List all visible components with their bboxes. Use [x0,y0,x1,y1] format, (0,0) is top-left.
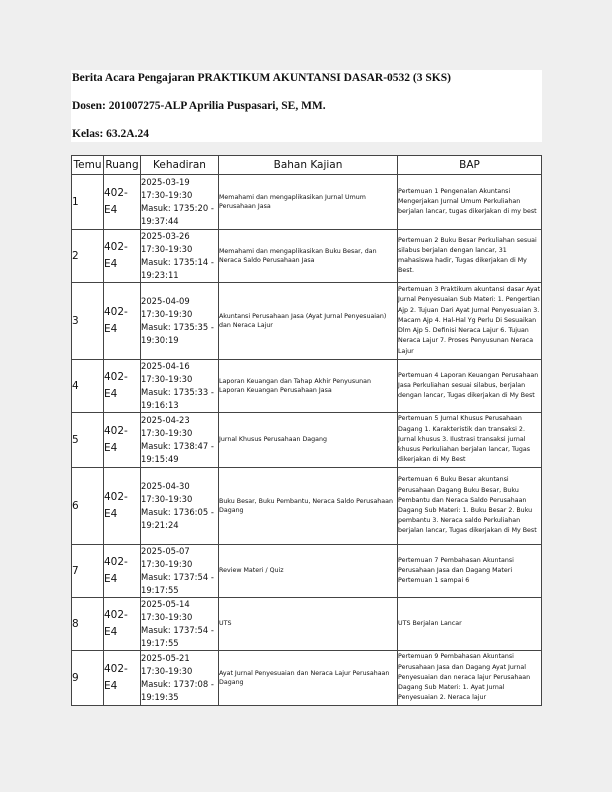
check-in-time: Masuk: 1735:20 - 19:37:44 [141,203,214,226]
room-cell: 402-E4 [104,360,141,413]
room-cell: 402-E4 [104,175,141,230]
bap-cell: Pertemuan 6 Buku Besar akuntansi Perusahaan Dagang Buku Besar, Buku Pembantu dan Neraca Saldo Perusahaan Dagang Sub Materi: 1. Buku Besar 2. Buku pembantu 3. Neraca saldo Perkuliahan berjalan lancar, Tugas dikerjakan di My Best [398,468,542,545]
table-row [72,545,542,598]
lecturer-line: Dosen: 201007275-ALP Aprilia Puspasari, SE, MM. [72,100,326,112]
attendance-cell [141,175,219,230]
topic-cell: UTS [219,598,398,651]
topic-cell: Review Materi / Quiz [219,545,398,598]
table-header-row [72,156,542,175]
table-row [72,175,542,230]
check-in-time: Masuk: 1737:08 - 19:19:35 [141,679,214,702]
bap-cell: Pertemuan 5 Jurnal Khusus Perusahaan Dagang 1. Karakteristik dan transaksi 2. Jurnal khusus 3. Ilustrasi transaksi jurnal khusus Perkuliahan berjalan lancar, Tugas dikerjakan di My Best [398,413,542,468]
table-row [72,360,542,413]
room-cell: 402-E4 [104,413,141,468]
table-row [72,230,542,283]
table-row [72,468,542,545]
document-title: Berita Acara Pengajaran PRAKTIKUM AKUNTANSI DASAR-0532 (3 SKS) [72,72,451,84]
session-time: 2025-04-09 17:30-19:30 [141,296,193,319]
column-header-attendance: Kehadiran [141,156,219,175]
room-cell: 402-E4 [104,283,141,360]
meeting-number: 4 [72,360,104,413]
column-header-bap: BAP [398,156,542,175]
table-row [72,598,542,651]
topic-cell: Memahami dan mengaplikasikan Buku Besar, dan Neraca Saldo Perusahaan Jasa [219,230,398,283]
room-cell: 402-E4 [104,598,141,651]
check-in-time: Masuk: 1738:47 - 19:15:49 [141,441,214,464]
attendance-cell [141,598,219,651]
check-in-time: Masuk: 1737:54 - 19:17:55 [141,572,214,595]
room-cell: 402-E4 [104,651,141,706]
check-in-time: Masuk: 1737:54 - 19:17:55 [141,625,214,648]
bap-cell: Pertemuan 7 Pembahasan Akuntansi Perusahaan Jasa dan Dagang Materi Pertemuan 1 sampai 6 [398,545,542,598]
meeting-number: 2 [72,230,104,283]
bap-cell: Pertemuan 3 Praktikum akuntansi dasar Ayat Jurnal Penyesuaian Sub Materi: 1. Pengertian Ajp 2. Tujuan Dari Ayat Jurnal Penyesuaian 3. Macam Ajp 4. Hal-Hal Yg Perlu Di Sesuaikan Dlm Ajp 5. Definisi Neraca Lajur 6. Tujuan Neraca Lajur 7. Proses Penyusunan Neraca Lajur [398,283,542,360]
bap-cell: Pertemuan 4 Laporan Keuangan Perusahaan Jasa Perkuliahan sesuai silabus, berjalan dengan lancar, Tugas dikerjakan di My Best [398,360,542,413]
attendance-cell [141,651,219,706]
topic-cell: Memahami dan mengaplikasikan Jurnal Umum Perusahaan Jasa [219,175,398,230]
table-row [72,651,542,706]
column-header-topic: Bahan Kajian [219,156,398,175]
attendance-cell [141,413,219,468]
meeting-number: 6 [72,468,104,545]
session-time: 2025-05-21 17:30-19:30 [141,653,193,676]
meeting-number: 1 [72,175,104,230]
session-time: 2025-03-19 17:30-19:30 [141,177,193,200]
session-time: 2025-04-16 17:30-19:30 [141,361,193,384]
topic-cell: Jurnal Khusus Perusahaan Dagang [219,413,398,468]
bap-cell: Pertemuan 9 Pembahasan Akuntansi Perusahaan Jasa dan Dagang Ayat Jurnal Penyesuaian dan neraca lajur Perusahaan Dagang Sub Materi: 1. Ayat Jurnal Penyesuaian 2. Neraca lajur [398,651,542,706]
bap-cell: Pertemuan 2 Buku Besar Perkuliahan sesuai silabus berjalan dengan lancar, 31 mahasiswa hadir, Tugas dikerjakan di My Best. [398,230,542,283]
session-time: 2025-05-07 17:30-19:30 [141,546,193,569]
table-row [72,283,542,360]
attendance-cell [141,360,219,413]
meeting-number: 7 [72,545,104,598]
column-header-room: Ruang [104,156,141,175]
check-in-time: Masuk: 1735:35 - 19:30:19 [141,322,214,345]
class-line: Kelas: 63.2A.24 [72,128,149,140]
check-in-time: Masuk: 1735:33 - 19:16:13 [141,387,214,410]
check-in-time: Masuk: 1735:14 - 19:23:11 [141,257,214,280]
bap-cell: UTS Berjalan Lancar [398,598,542,651]
session-time: 2025-03-26 17:30-19:30 [141,231,193,254]
bap-cell: Pertemuan 1 Pengenalan Akuntansi Mengerjakan Jurnal Umum Perkuliahan berjalan lancar, tugas dikerjakan di my best [398,175,542,230]
room-cell: 402-E4 [104,468,141,545]
meeting-number: 3 [72,283,104,360]
check-in-time: Masuk: 1736:05 - 19:21:24 [141,507,214,530]
session-time: 2025-05-14 17:30-19:30 [141,599,193,622]
meeting-number: 9 [72,651,104,706]
topic-cell: Buku Besar, Buku Pembantu, Neraca Saldo Perusahaan Dagang [219,468,398,545]
session-time: 2025-04-30 17:30-19:30 [141,481,193,504]
table-row [72,413,542,468]
attendance-cell [141,468,219,545]
room-cell: 402-E4 [104,545,141,598]
topic-cell: Ayat Jurnal Penyesuaian dan Neraca Lajur Perusahaan Dagang [219,651,398,706]
topic-cell: Laporan Keuangan dan Tahap Akhir Penyusunan Laporan Keuangan Perusahaan Jasa [219,360,398,413]
topic-cell: Akuntansi Perusahaan Jasa (Ayat Jurnal Penyesuaian) dan Neraca Lajur [219,283,398,360]
meeting-number: 5 [72,413,104,468]
column-header-meeting: Temu [72,156,104,175]
session-time: 2025-04-23 17:30-19:30 [141,415,193,438]
attendance-cell [141,230,219,283]
teaching-record-table [71,155,542,706]
room-cell: 402-E4 [104,230,141,283]
attendance-cell [141,283,219,360]
attendance-cell [141,545,219,598]
meeting-number: 8 [72,598,104,651]
